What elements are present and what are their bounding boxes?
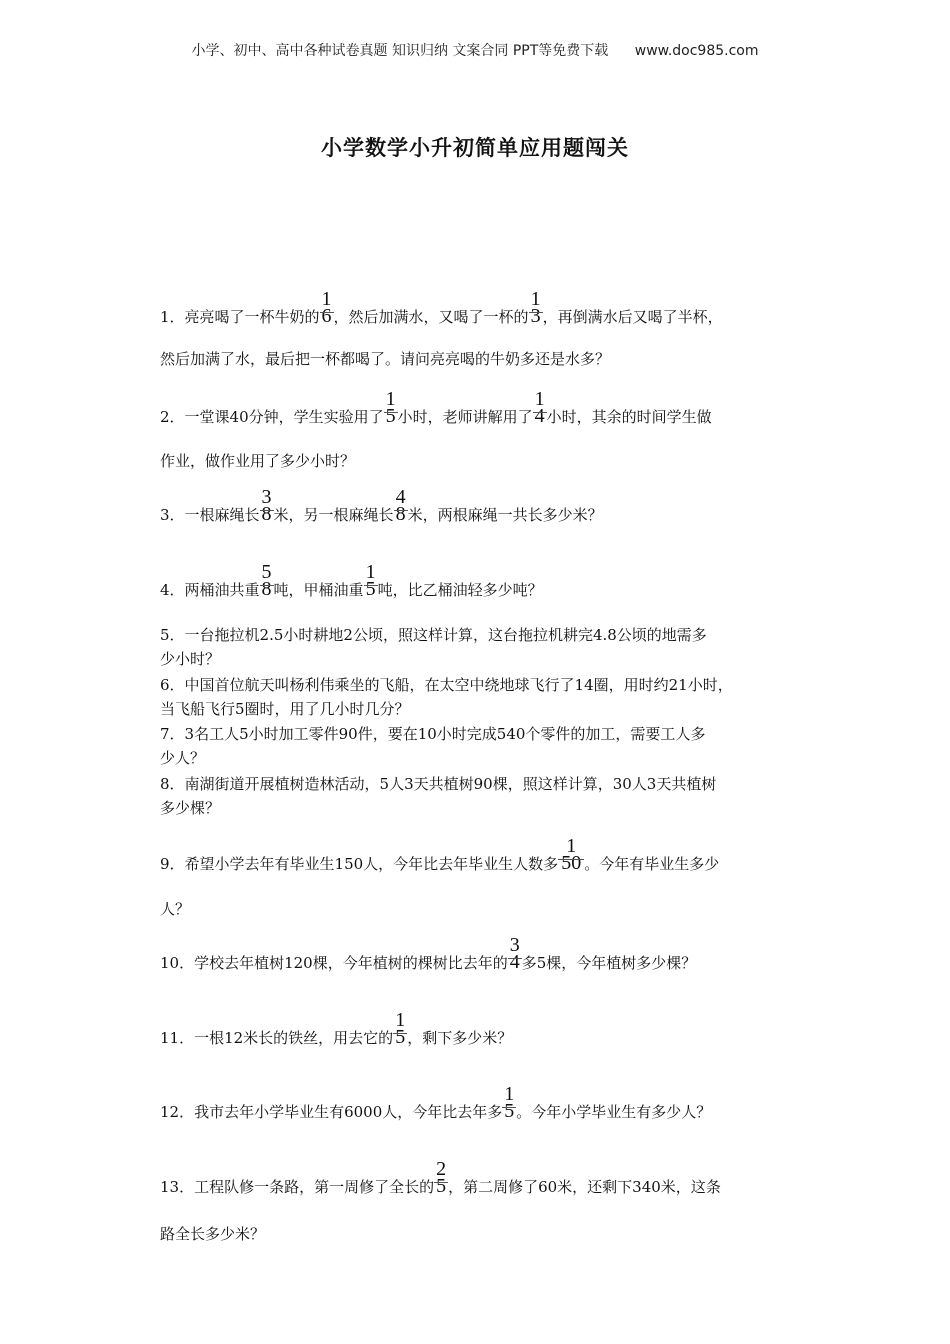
question-5-line-1: 5．一台拖拉机2.5小时耕地2公顷，照这样计算，这台拖拉机耕完4.8公顷的地需多 <box>160 626 707 644</box>
question-8-line-1: 8．南湖街道开展植树造林活动，5人3天共植树90棵，照这样计算，30人3天共植树 <box>160 775 717 793</box>
question-2-line-2: 作业，做作业用了多少小时？ <box>160 452 356 470</box>
fraction: 1 5 <box>385 388 396 427</box>
page-title: 小学数学小升初简单应用题闯关 <box>321 136 629 160</box>
fraction: 5 8 <box>261 561 272 600</box>
question-3: 3．一根麻绳长 3 8 米，另一根麻绳长 4 8 米，两根麻绳一共长多少米？ <box>160 486 603 525</box>
question-10: 10．学校去年植树120棵，今年植树的棵树比去年的 3 4 多5棵，今年植树多少棵？ <box>160 934 697 973</box>
fraction: 4 8 <box>395 486 406 525</box>
question-4: 4．两桶油共重 5 8 吨，甲桶油重 1 5 吨，比乙桶油轻多少吨？ <box>160 561 543 600</box>
question-1-line-1: 1．亮亮喝了一杯牛奶的 1 6 ，然后加满水，又喝了一杯的 1 3 ，再倒满水后又喝了半杯， <box>160 288 723 327</box>
question-8-line-2: 多少棵？ <box>160 799 221 817</box>
fraction: 1 3 <box>530 288 541 327</box>
fraction: 1 4 <box>534 388 545 427</box>
question-13-line-2: 路全长多少米？ <box>160 1225 266 1243</box>
fraction: 1 5 <box>365 561 376 600</box>
question-9-line-1: 9．希望小学去年有毕业生150人，今年比去年毕业生人数多 1 50 。今年有毕业生多少 <box>160 835 720 874</box>
question-11: 11．一根12米长的铁丝，用去它的 1 5 ，剩下多少米？ <box>160 1009 513 1048</box>
question-2-line-1: 2．一堂课40分钟，学生实验用了 1 5 小时，老师讲解用了 1 4 小时，其余的时间学生做 <box>160 388 712 427</box>
question-9-line-2: 人？ <box>160 900 191 918</box>
question-6-line-1: 6．中国首位航天叫杨利伟乘坐的飞船，在太空中绕地球飞行了14圈，用时约21小时， <box>160 676 733 694</box>
fraction: 1 5 <box>395 1009 406 1048</box>
question-5-line-2: 少小时？ <box>160 650 221 668</box>
question-6-line-2: 当飞船飞行5圈时，用了几小时几分？ <box>160 700 410 718</box>
fraction: 3 4 <box>509 934 520 973</box>
header-url[interactable]: www.doc985.com <box>634 43 759 59</box>
question-13-line-1: 13．工程队修一条路，第一周修了全长的 2 5 ，第二周修了60米，还剩下340米，这条 <box>160 1158 721 1197</box>
fraction: 2 5 <box>436 1158 447 1197</box>
fraction: 3 8 <box>261 486 272 525</box>
question-12: 12．我市去年小学毕业生有6000人，今年比去年多 1 5 。今年小学毕业生有多少人？ <box>160 1083 712 1122</box>
header-text: 小学、初中、高中各种试卷真题 知识归纳 文案合同 PPT等免费下载 <box>191 43 609 59</box>
page-header <box>0 40 950 60</box>
fraction: 1 5 <box>504 1083 515 1122</box>
fraction: 1 6 <box>321 288 332 327</box>
question-7-line-1: 7．3名工人5小时加工零件90件，要在10小时完成540个零件的加工，需要工人多 <box>160 725 706 743</box>
question-7-line-2: 少人？ <box>160 749 206 767</box>
fraction: 1 50 <box>558 852 584 875</box>
question-1-line-2: 然后加满了水，最后把一杯都喝了。请问亮亮喝的牛奶多还是水多？ <box>160 350 611 368</box>
